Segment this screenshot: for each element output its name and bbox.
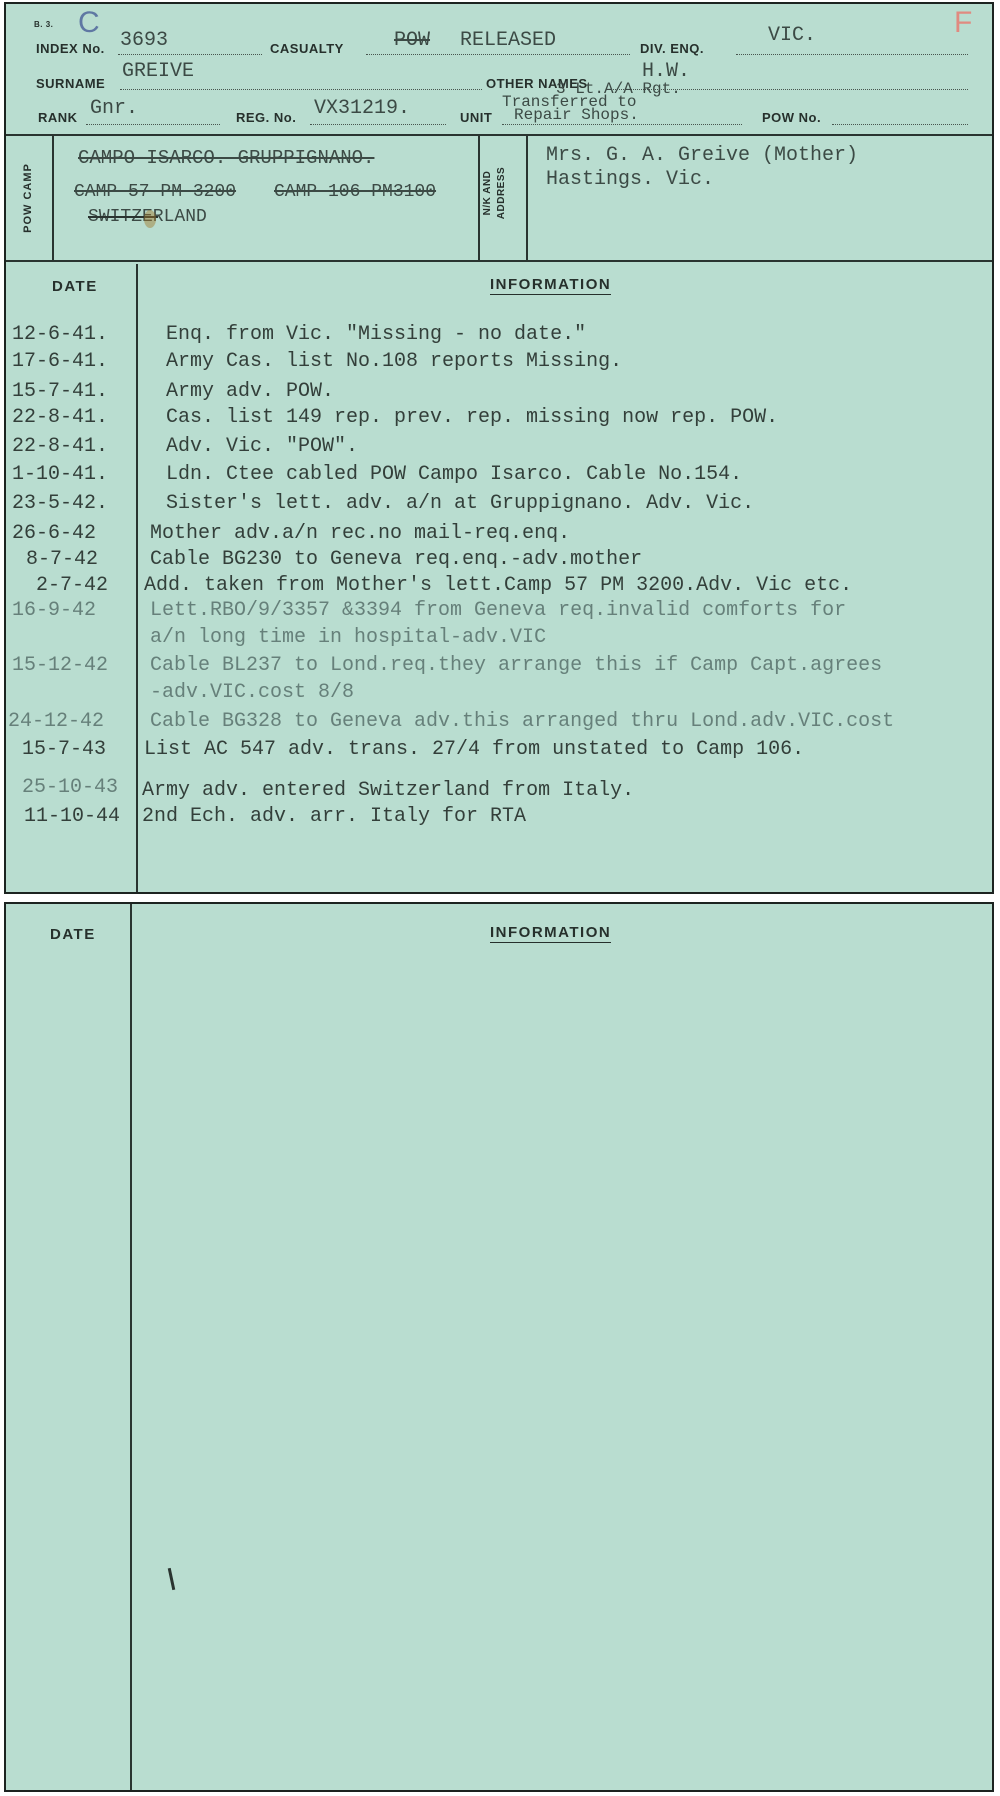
- entry-text: Cable BL237 to Lond.req.they arrange this if Camp Capt.agrees: [150, 654, 883, 677]
- entry-date: 26-6-42: [12, 522, 97, 545]
- unit-dots: [502, 124, 742, 125]
- entry-text: Enq. from Vic. "Missing - no date.": [166, 323, 587, 346]
- nok-line2: Hastings. Vic.: [546, 168, 715, 191]
- div-enq-dots: [736, 54, 968, 55]
- pow-no-dots: [832, 124, 968, 125]
- information-column-header: INFORMATION: [490, 276, 612, 293]
- camp-nok-rule: [478, 134, 480, 260]
- entry-text: Sister's lett. adv. a/n at Gruppignano. Adv. Vic.: [166, 492, 755, 515]
- entry-text: Cable BG328 to Geneva adv.this arranged thru Lond.adv.VIC.cost: [150, 710, 895, 733]
- entry-text: Lett.RBO/9/3357 &3394 from Geneva req.invalid comforts for: [150, 599, 847, 622]
- entry-date: 15-12-42: [12, 654, 109, 677]
- entry-text: Army Cas. list No.108 reports Missing.: [166, 350, 623, 373]
- camp-line1: CAMPO-ISARCO. GRUPPIGNANO.: [78, 147, 375, 169]
- rank-dots: [86, 124, 220, 125]
- camp-line2-rest: CAMP-106-PM3100: [274, 182, 437, 202]
- entry-date: 11-10-44: [24, 805, 121, 828]
- entry-text: Cable BG230 to Geneva req.enq.-adv.mother: [150, 548, 643, 571]
- index-label: INDEX No.: [36, 41, 105, 56]
- reg-no-label: REG. No.: [236, 110, 297, 125]
- entry-date: 22-8-41.: [12, 406, 109, 429]
- entry-date: 22-8-41.: [12, 435, 109, 458]
- date-column-header: DATE: [52, 278, 98, 295]
- surname-dots: [120, 89, 482, 90]
- casualty-struck: POW: [394, 29, 431, 52]
- entry-text: 2nd Ech. adv. arr. Italy for RTA: [142, 805, 527, 828]
- box-bottom-rule: [6, 260, 992, 262]
- rank-value: Gnr.: [90, 97, 139, 120]
- entry-date: 1-10-41.: [12, 463, 109, 486]
- casualty-label: CASUALTY: [270, 41, 344, 56]
- index-value: 3693: [120, 29, 169, 52]
- entry-date: 16-9-42: [12, 599, 97, 622]
- unit-line2: Transferred to: [502, 93, 637, 111]
- nok-label-rule: [526, 134, 528, 260]
- date-column-rule: [136, 264, 138, 894]
- entry-text-continued: a/n long time in hospital-adv.VIC: [150, 626, 547, 649]
- entry-text: Ldn. Ctee cabled POW Campo Isarco. Cable No.154.: [166, 463, 743, 486]
- unit-label: UNIT: [460, 110, 493, 125]
- entry-text: Army adv. POW.: [166, 380, 335, 403]
- reverse-date-column-rule: [130, 904, 132, 1792]
- reverse-date-column-header: DATE: [50, 926, 96, 943]
- entry-text: Mother adv.a/n rec.no mail-req.enq.: [150, 522, 571, 545]
- stain-mark: [144, 210, 156, 228]
- other-names-label: OTHER NAMES: [486, 76, 588, 91]
- reg-no-dots: [310, 124, 446, 125]
- ink-mark: [168, 1568, 176, 1590]
- div-enq-value: VIC.: [768, 24, 817, 47]
- record-card-reverse: [4, 902, 994, 1792]
- entry-text: Adv. Vic. "POW".: [166, 435, 359, 458]
- index-dots: [118, 54, 262, 55]
- camp-line3: SWITZERLAND: [88, 207, 207, 227]
- form-code: B. 3.: [34, 20, 54, 29]
- div-enq-label: DIV. ENQ.: [640, 41, 704, 56]
- rank-label: RANK: [38, 110, 78, 125]
- reverse-information-column-header: INFORMATION: [490, 924, 612, 941]
- entry-date: 2-7-42: [36, 574, 109, 597]
- pencil-mark-c: C: [78, 6, 100, 39]
- entry-text: Cas. list 149 rep. prev. rep. missing now rep. POW.: [166, 406, 779, 429]
- entry-date: 23-5-42.: [12, 492, 109, 515]
- entry-date: 15-7-43: [22, 738, 107, 761]
- other-names-value: H.W.: [642, 60, 691, 83]
- header-rule: [6, 134, 992, 136]
- unit-line1: 3 Lt.A/A Rgt.: [556, 80, 681, 98]
- entry-text: Army adv. entered Switzerland from Italy.: [142, 779, 635, 802]
- entry-date: 12-6-41.: [12, 323, 109, 346]
- entry-date: 25-10-43: [22, 776, 119, 799]
- entry-date: 8-7-42: [26, 548, 99, 571]
- surname-value: GREIVE: [122, 60, 195, 83]
- surname-label: SURNAME: [36, 76, 106, 91]
- camp-label-rule: [52, 134, 54, 260]
- reg-no-value: VX31219.: [314, 97, 411, 120]
- entry-text: List AC 547 adv. trans. 27/4 from unstated to Camp 106.: [144, 738, 805, 761]
- pow-no-label: POW No.: [762, 110, 822, 125]
- nok-label-line1: N/K AND: [482, 170, 493, 216]
- casualty-value: RELEASED: [460, 29, 557, 52]
- entry-text: Add. taken from Mother's lett.Camp 57 PM 3200.Adv. Vic etc.: [144, 574, 853, 597]
- nok-label-line2: ADDRESS: [496, 166, 507, 220]
- pow-camp-label: POW CAMP: [22, 163, 34, 233]
- entry-date: 17-6-41.: [12, 350, 109, 373]
- casualty-dots: [366, 54, 630, 55]
- entry-text-continued: -adv.VIC.cost 8/8: [150, 681, 355, 704]
- corner-mark-f: F: [954, 6, 973, 39]
- nok-line1: Mrs. G. A. Greive (Mother): [546, 144, 859, 167]
- entry-date: 15-7-41.: [12, 380, 109, 403]
- unit-line3: Repair Shops.: [514, 106, 639, 124]
- camp-line2-struck: CAMP-57-PM-3200: [74, 182, 237, 202]
- record-card-front: [4, 2, 994, 894]
- entry-date: 24-12-42: [8, 710, 105, 733]
